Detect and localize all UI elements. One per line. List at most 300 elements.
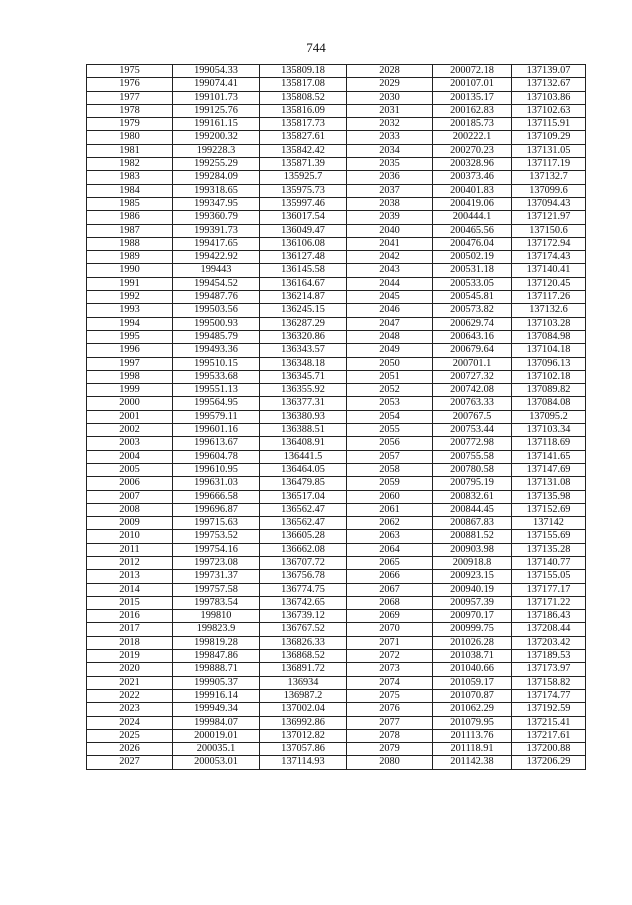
y-coord-left-cell: 137057.86: [260, 743, 347, 756]
point-id-left-cell: 2027: [87, 756, 173, 769]
y-coord-right-cell: 137115.91: [512, 118, 586, 131]
y-coord-right-cell: 137158.82: [512, 676, 586, 689]
table-row: [87, 384, 586, 397]
point-id-right-cell: 2061: [347, 503, 433, 516]
x-coord-right-cell: 200881.52: [433, 530, 512, 543]
point-id-left-cell: 1978: [87, 104, 173, 117]
y-coord-left-cell: 136464.05: [260, 463, 347, 476]
y-coord-left-cell: 136517.04: [260, 490, 347, 503]
y-coord-right-cell: 137084.98: [512, 330, 586, 343]
x-coord-left-cell: 199074.41: [173, 78, 260, 91]
point-id-left-cell: 2005: [87, 463, 173, 476]
y-coord-left-cell: 137114.93: [260, 756, 347, 769]
y-coord-left-cell: 135997.46: [260, 197, 347, 210]
y-coord-left-cell: 136164.67: [260, 277, 347, 290]
y-coord-right-cell: 137104.18: [512, 344, 586, 357]
point-id-left-cell: 2018: [87, 636, 173, 649]
point-id-right-cell: 2076: [347, 703, 433, 716]
x-coord-left-cell: 199533.68: [173, 370, 260, 383]
y-coord-left-cell: 136662.08: [260, 543, 347, 556]
y-coord-right-cell: 137096.13: [512, 357, 586, 370]
x-coord-right-cell: 200629.74: [433, 317, 512, 330]
y-coord-left-cell: 136826.33: [260, 636, 347, 649]
x-coord-left-cell: 199666.58: [173, 490, 260, 503]
y-coord-right-cell: 137121.97: [512, 211, 586, 224]
x-coord-right-cell: 200401.83: [433, 184, 512, 197]
table-row: [87, 490, 586, 503]
table-row: [87, 543, 586, 556]
y-coord-right-cell: 137200.88: [512, 743, 586, 756]
x-coord-right-cell: 201118.91: [433, 743, 512, 756]
y-coord-right-cell: 137095.2: [512, 410, 586, 423]
x-coord-right-cell: 200742.08: [433, 384, 512, 397]
x-coord-left-cell: 199631.03: [173, 477, 260, 490]
point-id-left-cell: 2016: [87, 610, 173, 623]
y-coord-right-cell: 137102.18: [512, 370, 586, 383]
x-coord-right-cell: 201113.76: [433, 729, 512, 742]
x-coord-left-cell: 199753.52: [173, 530, 260, 543]
x-coord-left-cell: 199579.11: [173, 410, 260, 423]
x-coord-left-cell: 199564.95: [173, 397, 260, 410]
x-coord-right-cell: 200970.17: [433, 610, 512, 623]
y-coord-right-cell: 137206.29: [512, 756, 586, 769]
y-coord-right-cell: 137103.86: [512, 91, 586, 104]
y-coord-right-cell: 137109.29: [512, 131, 586, 144]
y-coord-right-cell: 137152.69: [512, 503, 586, 516]
x-coord-left-cell: 199485.79: [173, 330, 260, 343]
table-row: [87, 756, 586, 769]
point-id-right-cell: 2069: [347, 610, 433, 623]
y-coord-right-cell: 137132.6: [512, 304, 586, 317]
point-id-right-cell: 2064: [347, 543, 433, 556]
point-id-left-cell: 2025: [87, 729, 173, 742]
y-coord-left-cell: 135816.09: [260, 104, 347, 117]
x-coord-right-cell: 200701.1: [433, 357, 512, 370]
point-id-right-cell: 2053: [347, 397, 433, 410]
y-coord-left-cell: 136348.18: [260, 357, 347, 370]
table-row: [87, 304, 586, 317]
table-row: [87, 211, 586, 224]
table-row: [87, 65, 586, 78]
x-coord-left-cell: 199984.07: [173, 716, 260, 729]
x-coord-left-cell: 200019.01: [173, 729, 260, 742]
point-id-left-cell: 2014: [87, 583, 173, 596]
point-id-right-cell: 2030: [347, 91, 433, 104]
table-row: [87, 556, 586, 569]
y-coord-right-cell: 137155.05: [512, 570, 586, 583]
point-id-left-cell: 2003: [87, 437, 173, 450]
y-coord-right-cell: 137139.07: [512, 65, 586, 78]
table-row: [87, 410, 586, 423]
x-coord-left-cell: 199200.32: [173, 131, 260, 144]
table-row: [87, 370, 586, 383]
y-coord-right-cell: 137203.42: [512, 636, 586, 649]
y-coord-left-cell: 136245.15: [260, 304, 347, 317]
y-coord-left-cell: 136441.5: [260, 450, 347, 463]
point-id-right-cell: 2055: [347, 424, 433, 437]
point-id-left-cell: 2009: [87, 517, 173, 530]
point-id-left-cell: 1981: [87, 144, 173, 157]
y-coord-right-cell: 137099.6: [512, 184, 586, 197]
table-row: [87, 78, 586, 91]
point-id-left-cell: 2024: [87, 716, 173, 729]
x-coord-left-cell: 199503.56: [173, 304, 260, 317]
point-id-left-cell: 1996: [87, 344, 173, 357]
point-id-right-cell: 2062: [347, 517, 433, 530]
point-id-right-cell: 2058: [347, 463, 433, 476]
y-coord-right-cell: 137171.22: [512, 596, 586, 609]
y-coord-right-cell: 137208.44: [512, 623, 586, 636]
point-id-right-cell: 2080: [347, 756, 433, 769]
point-id-right-cell: 2028: [347, 65, 433, 78]
x-coord-right-cell: 200419.06: [433, 197, 512, 210]
point-id-right-cell: 2046: [347, 304, 433, 317]
table-row: [87, 91, 586, 104]
y-coord-right-cell: 137131.08: [512, 477, 586, 490]
x-coord-right-cell: 200135.17: [433, 91, 512, 104]
x-coord-left-cell: 199161.15: [173, 118, 260, 131]
y-coord-right-cell: 137192.59: [512, 703, 586, 716]
x-coord-right-cell: 200999.75: [433, 623, 512, 636]
x-coord-left-cell: 199823.9: [173, 623, 260, 636]
point-id-right-cell: 2065: [347, 556, 433, 569]
y-coord-left-cell: 136992.86: [260, 716, 347, 729]
point-id-left-cell: 2026: [87, 743, 173, 756]
y-coord-right-cell: 137189.53: [512, 650, 586, 663]
point-id-right-cell: 2077: [347, 716, 433, 729]
table-row: [87, 530, 586, 543]
x-coord-left-cell: 199949.34: [173, 703, 260, 716]
x-coord-right-cell: 200328.96: [433, 158, 512, 171]
point-id-right-cell: 2056: [347, 437, 433, 450]
x-coord-left-cell: 200053.01: [173, 756, 260, 769]
x-coord-right-cell: 200573.82: [433, 304, 512, 317]
point-id-left-cell: 2013: [87, 570, 173, 583]
table-row: [87, 397, 586, 410]
point-id-left-cell: 1988: [87, 237, 173, 250]
y-coord-right-cell: 137117.19: [512, 158, 586, 171]
x-coord-right-cell: 200763.33: [433, 397, 512, 410]
y-coord-left-cell: 136127.48: [260, 251, 347, 264]
point-id-left-cell: 2002: [87, 424, 173, 437]
point-id-left-cell: 1994: [87, 317, 173, 330]
point-id-right-cell: 2068: [347, 596, 433, 609]
x-coord-right-cell: 200502.19: [433, 251, 512, 264]
x-coord-left-cell: 199454.52: [173, 277, 260, 290]
x-coord-left-cell: 199493.36: [173, 344, 260, 357]
y-coord-left-cell: 136767.52: [260, 623, 347, 636]
point-id-left-cell: 1983: [87, 171, 173, 184]
point-id-right-cell: 2033: [347, 131, 433, 144]
y-coord-left-cell: 135809.18: [260, 65, 347, 78]
x-coord-right-cell: 200753.44: [433, 424, 512, 437]
y-coord-right-cell: 137215.41: [512, 716, 586, 729]
point-id-left-cell: 1999: [87, 384, 173, 397]
table-row: [87, 650, 586, 663]
table-row: [87, 357, 586, 370]
x-coord-right-cell: 201142.38: [433, 756, 512, 769]
x-coord-right-cell: 200185.73: [433, 118, 512, 131]
x-coord-left-cell: 199255.29: [173, 158, 260, 171]
table-row: [87, 277, 586, 290]
x-coord-right-cell: 200844.45: [433, 503, 512, 516]
table-row: [87, 703, 586, 716]
y-coord-right-cell: 137089.82: [512, 384, 586, 397]
y-coord-right-cell: 137140.41: [512, 264, 586, 277]
table-row: [87, 158, 586, 171]
y-coord-left-cell: 136345.71: [260, 370, 347, 383]
x-coord-right-cell: 200957.39: [433, 596, 512, 609]
y-coord-right-cell: 137120.45: [512, 277, 586, 290]
point-id-right-cell: 2040: [347, 224, 433, 237]
x-coord-left-cell: 199347.95: [173, 197, 260, 210]
point-id-right-cell: 2078: [347, 729, 433, 742]
point-id-left-cell: 1979: [87, 118, 173, 131]
x-coord-right-cell: 200162.83: [433, 104, 512, 117]
point-id-left-cell: 1976: [87, 78, 173, 91]
point-id-right-cell: 2029: [347, 78, 433, 91]
y-coord-left-cell: 135827.61: [260, 131, 347, 144]
y-coord-left-cell: 136562.47: [260, 517, 347, 530]
y-coord-left-cell: 136707.72: [260, 556, 347, 569]
y-coord-right-cell: 137141.65: [512, 450, 586, 463]
y-coord-left-cell: 136756.78: [260, 570, 347, 583]
point-id-left-cell: 2008: [87, 503, 173, 516]
point-id-right-cell: 2071: [347, 636, 433, 649]
x-coord-left-cell: 199487.76: [173, 291, 260, 304]
point-id-left-cell: 1982: [87, 158, 173, 171]
x-coord-left-cell: 199888.71: [173, 663, 260, 676]
y-coord-right-cell: 137217.61: [512, 729, 586, 742]
point-id-right-cell: 2044: [347, 277, 433, 290]
x-coord-right-cell: 200643.16: [433, 330, 512, 343]
x-coord-left-cell: 199905.37: [173, 676, 260, 689]
point-id-right-cell: 2075: [347, 689, 433, 702]
point-id-right-cell: 2079: [347, 743, 433, 756]
x-coord-right-cell: 200772.98: [433, 437, 512, 450]
x-coord-right-cell: 200923.15: [433, 570, 512, 583]
y-coord-right-cell: 137132.67: [512, 78, 586, 91]
x-coord-right-cell: 201026.28: [433, 636, 512, 649]
x-coord-right-cell: 200270.23: [433, 144, 512, 157]
y-coord-left-cell: 137002.04: [260, 703, 347, 716]
point-id-left-cell: 1975: [87, 65, 173, 78]
table-row: [87, 197, 586, 210]
table-row: [87, 729, 586, 742]
table-row: [87, 689, 586, 702]
x-coord-left-cell: 199443: [173, 264, 260, 277]
x-coord-left-cell: 199916.14: [173, 689, 260, 702]
y-coord-right-cell: 137174.77: [512, 689, 586, 702]
y-coord-left-cell: 137012.82: [260, 729, 347, 742]
table-row: [87, 570, 586, 583]
table-row: [87, 743, 586, 756]
point-id-right-cell: 2049: [347, 344, 433, 357]
x-coord-right-cell: 200867.83: [433, 517, 512, 530]
table-row: [87, 716, 586, 729]
x-coord-left-cell: 200035.1: [173, 743, 260, 756]
y-coord-left-cell: 136774.75: [260, 583, 347, 596]
y-coord-right-cell: 137118.69: [512, 437, 586, 450]
point-id-left-cell: 1980: [87, 131, 173, 144]
x-coord-left-cell: 199500.93: [173, 317, 260, 330]
y-coord-left-cell: 136388.51: [260, 424, 347, 437]
x-coord-right-cell: 200903.98: [433, 543, 512, 556]
x-coord-left-cell: 199391.73: [173, 224, 260, 237]
y-coord-right-cell: 137102.63: [512, 104, 586, 117]
y-coord-right-cell: 137140.77: [512, 556, 586, 569]
y-coord-right-cell: 137135.98: [512, 490, 586, 503]
x-coord-left-cell: 199757.58: [173, 583, 260, 596]
point-id-left-cell: 2007: [87, 490, 173, 503]
table-row: [87, 477, 586, 490]
x-coord-left-cell: 199723.08: [173, 556, 260, 569]
point-id-left-cell: 2011: [87, 543, 173, 556]
point-id-right-cell: 2057: [347, 450, 433, 463]
point-id-left-cell: 2000: [87, 397, 173, 410]
point-id-left-cell: 1986: [87, 211, 173, 224]
table-row: [87, 184, 586, 197]
x-coord-left-cell: 199417.65: [173, 237, 260, 250]
x-coord-left-cell: 199551.13: [173, 384, 260, 397]
y-coord-left-cell: 136562.47: [260, 503, 347, 516]
x-coord-right-cell: 201079.95: [433, 716, 512, 729]
point-id-right-cell: 2034: [347, 144, 433, 157]
table-row: [87, 344, 586, 357]
y-coord-right-cell: 137174.43: [512, 251, 586, 264]
y-coord-left-cell: 135975.73: [260, 184, 347, 197]
y-coord-right-cell: 137147.69: [512, 463, 586, 476]
point-id-left-cell: 2021: [87, 676, 173, 689]
x-coord-left-cell: 199783.54: [173, 596, 260, 609]
x-coord-left-cell: 199125.76: [173, 104, 260, 117]
x-coord-left-cell: 199847.86: [173, 650, 260, 663]
point-id-right-cell: 2048: [347, 330, 433, 343]
point-id-left-cell: 2019: [87, 650, 173, 663]
point-id-left-cell: 1998: [87, 370, 173, 383]
x-coord-right-cell: 201040.66: [433, 663, 512, 676]
x-coord-left-cell: 199715.63: [173, 517, 260, 530]
point-id-left-cell: 1989: [87, 251, 173, 264]
point-id-left-cell: 1992: [87, 291, 173, 304]
point-id-left-cell: 1984: [87, 184, 173, 197]
table-row: [87, 330, 586, 343]
y-coord-left-cell: 135925.7: [260, 171, 347, 184]
x-coord-right-cell: 201070.87: [433, 689, 512, 702]
y-coord-right-cell: 137084.08: [512, 397, 586, 410]
table-body: [87, 65, 586, 770]
y-coord-left-cell: 135817.08: [260, 78, 347, 91]
x-coord-right-cell: 200222.1: [433, 131, 512, 144]
y-coord-right-cell: 137173.97: [512, 663, 586, 676]
y-coord-right-cell: 137155.69: [512, 530, 586, 543]
point-id-right-cell: 2060: [347, 490, 433, 503]
point-id-right-cell: 2042: [347, 251, 433, 264]
y-coord-left-cell: 135871.39: [260, 158, 347, 171]
y-coord-left-cell: 136739.12: [260, 610, 347, 623]
x-coord-left-cell: 199696.87: [173, 503, 260, 516]
point-id-left-cell: 2004: [87, 450, 173, 463]
point-id-left-cell: 2023: [87, 703, 173, 716]
x-coord-right-cell: 200767.5: [433, 410, 512, 423]
point-id-right-cell: 2037: [347, 184, 433, 197]
y-coord-left-cell: 136049.47: [260, 224, 347, 237]
point-id-right-cell: 2047: [347, 317, 433, 330]
point-id-right-cell: 2059: [347, 477, 433, 490]
table-row: [87, 503, 586, 516]
point-id-right-cell: 2074: [347, 676, 433, 689]
table-row: [87, 663, 586, 676]
y-coord-right-cell: 137172.94: [512, 237, 586, 250]
y-coord-left-cell: 136479.85: [260, 477, 347, 490]
y-coord-right-cell: 137186.43: [512, 610, 586, 623]
table-row: [87, 676, 586, 689]
y-coord-left-cell: 136145.58: [260, 264, 347, 277]
point-id-left-cell: 1977: [87, 91, 173, 104]
table-row: [87, 623, 586, 636]
x-coord-right-cell: 200465.56: [433, 224, 512, 237]
x-coord-left-cell: 199101.73: [173, 91, 260, 104]
y-coord-right-cell: 137135.28: [512, 543, 586, 556]
point-id-left-cell: 2001: [87, 410, 173, 423]
x-coord-right-cell: 200795.19: [433, 477, 512, 490]
point-id-right-cell: 2039: [347, 211, 433, 224]
table-row: [87, 171, 586, 184]
x-coord-right-cell: 200940.19: [433, 583, 512, 596]
y-coord-right-cell: 137103.34: [512, 424, 586, 437]
point-id-right-cell: 2043: [347, 264, 433, 277]
point-id-right-cell: 2054: [347, 410, 433, 423]
x-coord-left-cell: 199610.95: [173, 463, 260, 476]
point-id-left-cell: 2017: [87, 623, 173, 636]
point-id-right-cell: 2072: [347, 650, 433, 663]
y-coord-left-cell: 135842.42: [260, 144, 347, 157]
x-coord-left-cell: 199810: [173, 610, 260, 623]
point-id-right-cell: 2031: [347, 104, 433, 117]
point-id-right-cell: 2035: [347, 158, 433, 171]
y-coord-right-cell: 137132.7: [512, 171, 586, 184]
y-coord-left-cell: 136343.57: [260, 344, 347, 357]
point-id-left-cell: 2020: [87, 663, 173, 676]
y-coord-left-cell: 136106.08: [260, 237, 347, 250]
point-id-left-cell: 2006: [87, 477, 173, 490]
y-coord-left-cell: 136320.86: [260, 330, 347, 343]
table-row: [87, 610, 586, 623]
x-coord-left-cell: 199819.28: [173, 636, 260, 649]
x-coord-right-cell: 200832.61: [433, 490, 512, 503]
x-coord-right-cell: 200533.05: [433, 277, 512, 290]
y-coord-right-cell: 137103.28: [512, 317, 586, 330]
table-row: [87, 317, 586, 330]
table-row: [87, 131, 586, 144]
x-coord-left-cell: 199754.16: [173, 543, 260, 556]
point-id-left-cell: 2012: [87, 556, 173, 569]
y-coord-left-cell: 136287.29: [260, 317, 347, 330]
point-id-right-cell: 2051: [347, 370, 433, 383]
y-coord-left-cell: 135817.73: [260, 118, 347, 131]
point-id-left-cell: 2010: [87, 530, 173, 543]
x-coord-right-cell: 200755.58: [433, 450, 512, 463]
x-coord-left-cell: 199731.37: [173, 570, 260, 583]
x-coord-right-cell: 200679.64: [433, 344, 512, 357]
y-coord-left-cell: 136934: [260, 676, 347, 689]
point-id-right-cell: 2070: [347, 623, 433, 636]
y-coord-left-cell: 136868.52: [260, 650, 347, 663]
point-id-right-cell: 2052: [347, 384, 433, 397]
point-id-left-cell: 1997: [87, 357, 173, 370]
y-coord-left-cell: 136355.92: [260, 384, 347, 397]
point-id-left-cell: 1985: [87, 197, 173, 210]
